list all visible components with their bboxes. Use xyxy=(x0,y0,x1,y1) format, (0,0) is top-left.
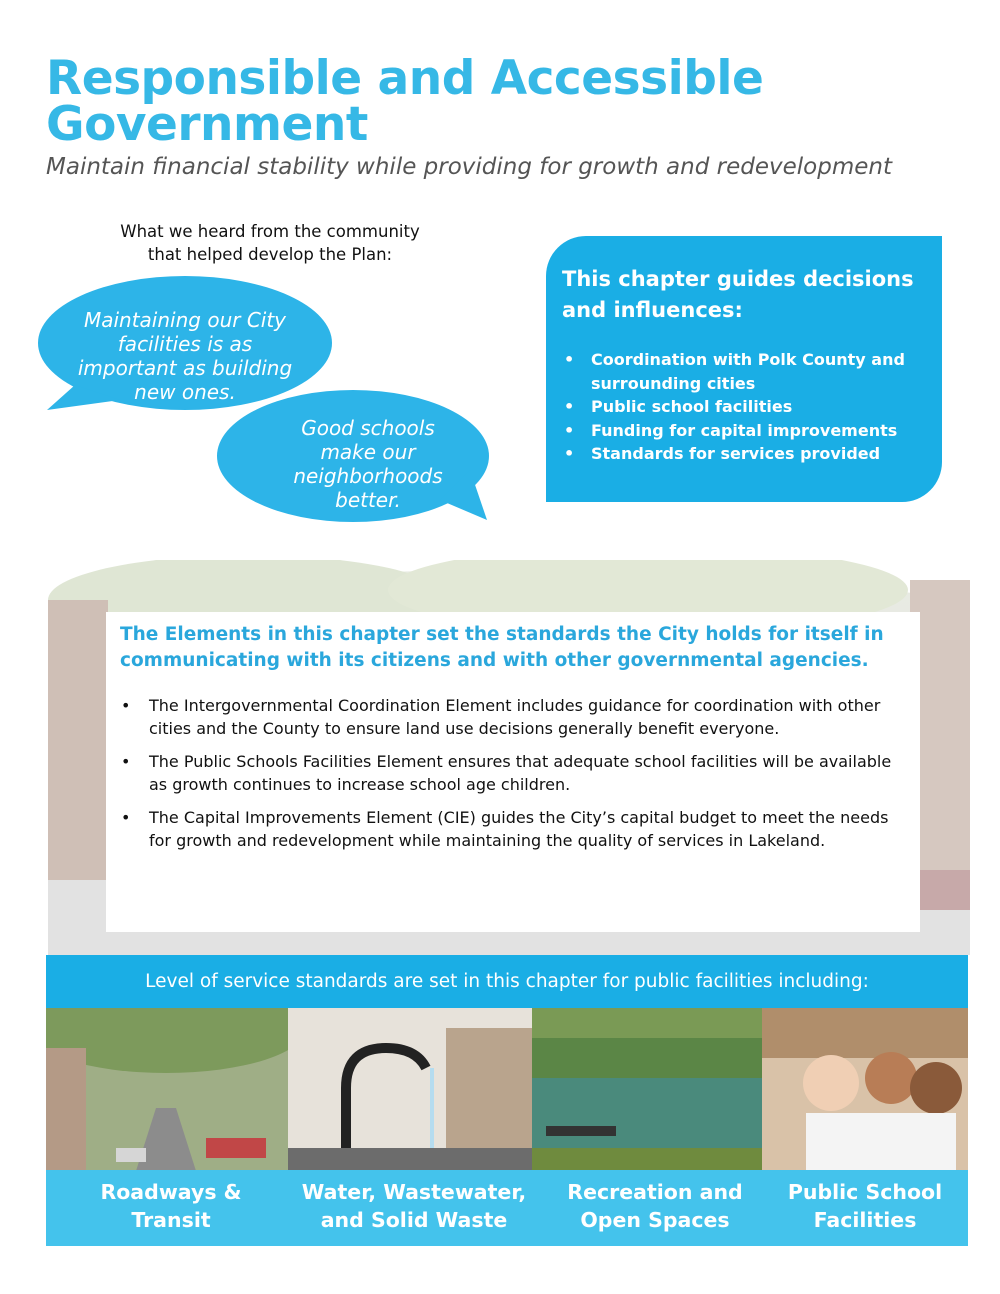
quote-2-line-3: neighborhoods xyxy=(293,464,443,488)
chapter-guides-box xyxy=(546,236,942,502)
title-line-1: Responsible and Accessible xyxy=(46,51,764,106)
facility-label-line: Recreation and xyxy=(567,1180,743,1204)
guide-item-text: Public school facilities xyxy=(591,397,793,416)
facility-label-line: Facilities xyxy=(813,1208,917,1232)
quote-1-line-2: facilities is as xyxy=(117,332,253,356)
facility-photos xyxy=(46,1008,968,1171)
title-line-2: Government xyxy=(46,97,368,152)
quote-1-line-1: Maintaining our City xyxy=(83,308,287,332)
recreation-photo xyxy=(532,1008,762,1171)
guide-item-text: Coordination with Polk County and xyxy=(591,350,905,369)
chapter-guides-title-line-2: and influences: xyxy=(562,298,743,322)
roadways-photo xyxy=(46,1008,306,1171)
element-item xyxy=(120,806,906,852)
quote-1 xyxy=(45,308,325,404)
school-photo xyxy=(762,1008,968,1171)
elements-list xyxy=(120,694,906,852)
guide-item-text: Funding for capital improvements xyxy=(591,420,898,440)
quote-1-line-3: important as building xyxy=(77,356,293,380)
facility-label-recreation xyxy=(540,1178,770,1234)
community-heading-line-2: that helped develop the Plan: xyxy=(147,245,393,264)
chapter-guides-title xyxy=(562,264,928,326)
facility-label-line: Roadways & xyxy=(100,1180,242,1204)
quote-2 xyxy=(243,416,493,512)
quote-2-line-2: make our xyxy=(320,440,416,464)
facility-label-line: Open Spaces xyxy=(580,1208,730,1232)
guide-item-text-cont: surrounding cities xyxy=(591,373,756,393)
water-photo xyxy=(288,1008,532,1171)
quote-2-line-4: better. xyxy=(335,488,401,512)
facility-label-line: Water, Wastewater, xyxy=(301,1180,527,1204)
facility-label-line: and Solid Waste xyxy=(320,1208,508,1232)
guide-item xyxy=(562,419,928,443)
quote-1-line-4: new ones. xyxy=(134,380,236,404)
element-item xyxy=(120,694,906,740)
element-item-text: The Capital Improvements Element (CIE) guides the City’s capital budget to meet the needs for growth and redevelopment while maintaining the quality of services in Lakeland. xyxy=(149,808,889,850)
facility-labels xyxy=(46,1170,968,1246)
facility-label-roadways xyxy=(46,1178,296,1234)
quote-2-line-1: Good schools xyxy=(301,416,435,440)
guide-item-text: Standards for services provided xyxy=(591,444,881,463)
guide-item xyxy=(562,442,928,466)
service-standards-heading: Level of service standards are set in this chapter for public facilities including: xyxy=(46,955,968,1008)
element-item-text: The Intergovernmental Coordination Element includes guidance for coordination with other cities and the County to ensure land use decisions generally benefit everyone. xyxy=(149,696,881,738)
element-item-text: The Public Schools Facilities Element ensures that adequate school facilities will be available as growth continues to increase school age children. xyxy=(149,752,892,794)
facility-label-schools xyxy=(762,1178,968,1234)
guide-item xyxy=(562,395,928,419)
elements-intro: The Elements in this chapter set the standards the City holds for itself in communicating with its citizens and with other governmental agencies. xyxy=(120,624,884,671)
elements-box xyxy=(106,612,920,932)
page-subtitle: Maintain financial stability while providing for growth and redevelopment xyxy=(46,154,892,180)
facility-label-line: Public School xyxy=(787,1180,943,1204)
element-item xyxy=(120,750,906,796)
community-heading-line-1: What we heard from the community xyxy=(120,222,420,241)
facility-label-line: Transit xyxy=(131,1208,211,1232)
guide-item xyxy=(562,348,928,395)
facility-label-water xyxy=(296,1178,532,1234)
chapter-guides-list xyxy=(562,348,928,466)
chapter-guides-title-line-1: This chapter guides decisions xyxy=(562,267,914,291)
